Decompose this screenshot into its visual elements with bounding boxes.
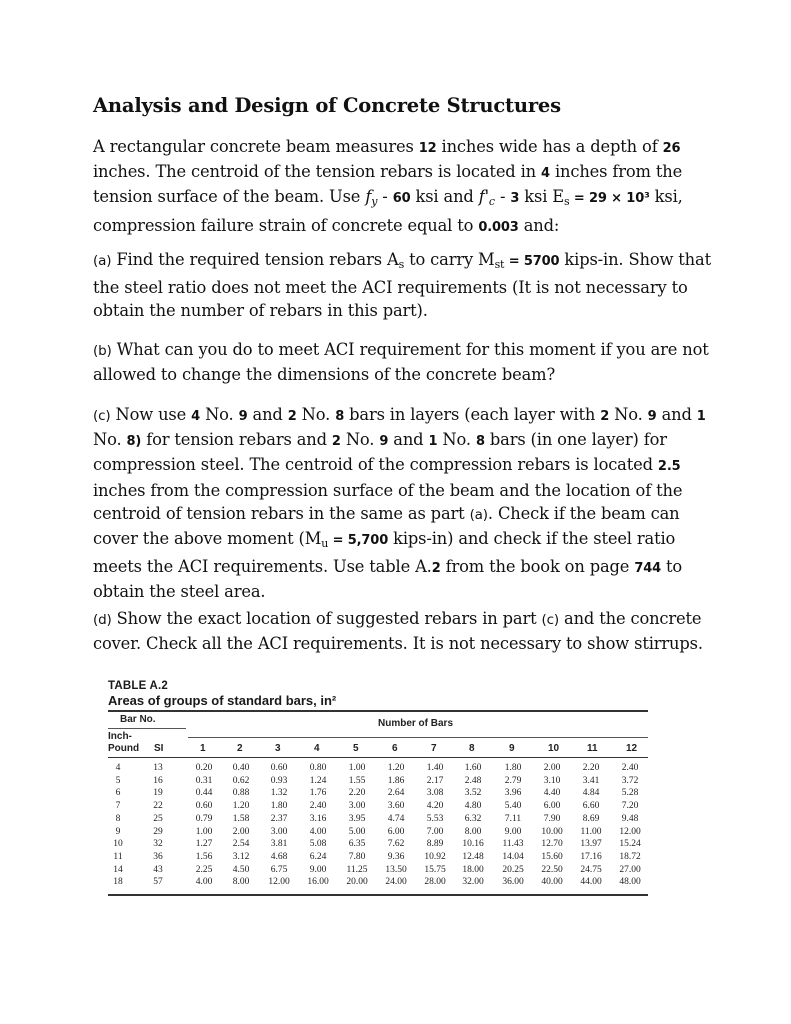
part-tag: (c) <box>93 408 111 424</box>
number: 2.5 <box>657 459 681 475</box>
line <box>93 607 703 632</box>
table-cell: 2.40 <box>621 763 639 773</box>
bar-no-si: 57 <box>153 877 163 888</box>
text: No. <box>200 405 239 424</box>
column-header: 5 <box>353 743 359 754</box>
symbol-fy: f <box>365 187 372 207</box>
line <box>93 502 703 527</box>
table-cell: 3.00 <box>348 801 366 812</box>
table-cell: 4.40 <box>543 788 561 799</box>
bar-no-inch-pound: 7 <box>115 801 121 812</box>
table-cell: 0.20 <box>195 763 213 773</box>
text: inches wide has a depth of <box>436 137 663 156</box>
line <box>93 214 703 239</box>
table-cell: 1.60 <box>464 763 482 773</box>
table-cell: 2.20 <box>582 763 600 773</box>
table-cell: 7.00 <box>426 826 444 837</box>
text: and: <box>518 215 560 235</box>
text: ksi, <box>649 187 683 207</box>
column-header: 9 <box>509 743 515 754</box>
table-cell: 8.00 <box>232 877 250 888</box>
table-cell: 4.00 <box>195 877 213 888</box>
number: = 5,700 <box>328 533 389 549</box>
table-cell: 13.50 <box>385 864 407 875</box>
number: 60 <box>392 191 411 207</box>
line <box>93 403 706 428</box>
text: bars in layers (each layer with <box>344 405 601 424</box>
table-cell: 4.68 <box>270 851 288 862</box>
number: 9 <box>379 434 389 450</box>
table-cell: 0.31 <box>195 775 213 786</box>
text: centroid of tension rebars in the same as part <box>93 503 470 523</box>
line <box>93 135 703 160</box>
part-tag: (c) <box>541 612 560 628</box>
table-cell: 7.80 <box>348 851 366 862</box>
bar-no-inch-pound: 6 <box>115 788 121 799</box>
table-cell: 9.00 <box>504 826 522 837</box>
table-cell: 3.12 <box>232 851 250 862</box>
table-cell: 2.64 <box>387 788 405 799</box>
table-cell: 0.93 <box>270 775 288 786</box>
table-cell: 20.00 <box>346 877 368 888</box>
number: 3 <box>510 191 520 207</box>
line <box>93 555 703 580</box>
table-cell: 12.00 <box>268 877 290 888</box>
text: inches. The centroid of the tension rebars is located in <box>93 162 542 182</box>
text: for tension rebars and <box>141 430 332 450</box>
column-header: 1 <box>200 743 206 754</box>
table-cell: 32.00 <box>462 877 484 888</box>
part-a <box>93 248 711 323</box>
text: No. <box>296 405 336 424</box>
table-cell: 22.50 <box>541 864 563 875</box>
table-cell: 12.00 <box>619 826 641 837</box>
text: Find the required tension rebars A <box>111 250 399 269</box>
subscript: s <box>398 258 405 271</box>
table-cell: 15.60 <box>541 851 563 862</box>
bar-no-si: 16 <box>153 775 163 786</box>
line <box>93 453 703 478</box>
text: and <box>388 430 429 450</box>
table-cell: 0.40 <box>232 763 250 773</box>
table-cell: 6.00 <box>543 801 561 812</box>
table-cell: 1.76 <box>309 788 327 799</box>
table-cell: 4.80 <box>464 801 482 812</box>
table-cell: 5.53 <box>426 813 444 824</box>
table-cell: 6.60 <box>582 801 600 812</box>
table-cell: 7.90 <box>543 813 561 824</box>
column-header: 11 <box>587 743 598 754</box>
column-header: 4 <box>314 743 320 754</box>
table-cell: 5.00 <box>348 826 366 837</box>
table-cell: 2.48 <box>464 775 482 786</box>
table-cell: 3.08 <box>426 788 444 799</box>
table-cell: 2.79 <box>504 775 522 786</box>
table-cell: 3.16 <box>309 813 327 824</box>
table-cell: 5.28 <box>621 788 639 799</box>
table-cell: 9.00 <box>309 864 327 875</box>
bar-no-si: 43 <box>153 864 163 875</box>
table-cell: 14.04 <box>502 851 524 862</box>
number: 1 <box>696 409 706 424</box>
page-title: Analysis and Design of Concrete Structures <box>93 94 561 117</box>
table-cell: 6.75 <box>270 864 288 875</box>
bar-no-rule <box>108 728 186 729</box>
column-header: 6 <box>392 743 398 754</box>
part-b <box>93 338 709 386</box>
text: bars (in one layer) for <box>484 430 667 450</box>
inch-pound-header-1: Inch- <box>108 731 132 742</box>
table-cell: 11.25 <box>346 864 368 875</box>
table-cell: 9.48 <box>621 813 639 824</box>
table-cell: 0.62 <box>232 775 250 786</box>
line <box>93 428 703 453</box>
number: 8) <box>126 434 142 450</box>
bar-no-si: 36 <box>153 851 163 862</box>
table-cell: 1.00 <box>348 763 366 773</box>
part-tag: (a) <box>469 506 488 523</box>
si-header: SI <box>154 743 164 754</box>
number-of-bars-header: Number of Bars <box>378 718 454 729</box>
table-cell: 2.37 <box>270 813 288 824</box>
table-cell: 24.75 <box>580 864 602 875</box>
table-cell: 10.00 <box>541 826 563 837</box>
number: 2 <box>431 561 441 577</box>
part-tag: (d) <box>93 612 112 628</box>
bar-area-table <box>108 680 648 898</box>
header-bottom-rule <box>108 757 648 758</box>
table-cell: 28.00 <box>424 877 446 888</box>
column-header: 8 <box>469 743 475 754</box>
table-cell: 10.92 <box>424 851 446 862</box>
column-header: 2 <box>237 743 243 754</box>
table-cell: 0.88 <box>232 788 250 799</box>
column-header: 10 <box>548 743 560 754</box>
number: 0.003 <box>478 219 519 235</box>
table-bottom-rule <box>108 894 648 896</box>
line <box>93 527 703 555</box>
text: No. <box>437 430 476 450</box>
table-cell: 2.00 <box>232 826 250 837</box>
table-cell: 8.69 <box>582 813 600 824</box>
table-top-rule <box>108 710 648 712</box>
bar-no-si: 13 <box>153 763 163 773</box>
text: - <box>494 187 511 207</box>
line: the steel ratio does not meet the ACI requirements (It is not necessary to <box>93 278 688 298</box>
text: from the book on page <box>440 557 635 577</box>
bar-no-si: 32 <box>153 839 163 850</box>
bar-no-inch-pound: 14 <box>113 864 123 875</box>
text: No. <box>609 405 648 424</box>
table-cell: 5.08 <box>309 839 327 850</box>
number: 12 <box>418 141 437 156</box>
text: No. <box>340 430 380 450</box>
table-grid <box>108 708 648 898</box>
table-cell: 15.75 <box>424 864 446 875</box>
table-cell: 7.11 <box>504 813 522 824</box>
table-cell: 8.89 <box>426 839 444 850</box>
text: ksi E <box>519 187 565 207</box>
line: allowed to change the dimensions of the concrete beam? <box>93 365 556 385</box>
number: 26 <box>662 141 681 156</box>
text: kips-in. Show that <box>559 250 711 269</box>
number: 4 <box>191 409 201 424</box>
table-cell: 2.25 <box>195 864 213 875</box>
table-cell: 3.41 <box>582 775 600 786</box>
table-cell: 1.00 <box>195 826 213 837</box>
text: No. <box>93 430 127 450</box>
number: 2 <box>331 434 341 450</box>
table-cell: 6.00 <box>387 826 405 837</box>
number: 1 <box>428 434 438 450</box>
line <box>93 338 709 363</box>
bar-no-inch-pound: 18 <box>113 877 123 888</box>
bar-no-inch-pound: 9 <box>115 826 121 837</box>
table-cell: 12.48 <box>462 851 484 862</box>
number: 8 <box>475 434 485 450</box>
number: 9 <box>238 409 248 424</box>
line <box>93 160 703 185</box>
line: obtain the steel area. <box>93 582 266 602</box>
part-tag: (b) <box>93 343 112 359</box>
table-cell: 4.20 <box>426 801 444 812</box>
table-cell: 4.00 <box>309 826 327 837</box>
text: cover the above moment (M <box>93 529 322 549</box>
table-cell: 0.80 <box>309 763 327 773</box>
text: compression failure strain of concrete equal to <box>93 215 479 235</box>
table-cell: 9.36 <box>387 851 405 862</box>
part-d <box>93 607 703 655</box>
subscript: u <box>321 537 329 551</box>
table-cell: 48.00 <box>619 877 641 888</box>
table-cell: 4.74 <box>387 813 405 824</box>
table-cell: 3.52 <box>464 788 482 799</box>
table-cell: 2.40 <box>309 801 327 812</box>
number: 2 <box>287 409 297 424</box>
table-cell: 4.84 <box>582 788 600 799</box>
number: 2 <box>600 409 610 424</box>
text: kips-in) and check if the steel ratio <box>388 529 676 549</box>
table-cell: 1.86 <box>387 775 405 786</box>
table-caption: Areas of groups of standard bars, in² <box>108 693 337 708</box>
line: inches from the compression surface of the beam and the location of the <box>93 480 683 500</box>
table-cell: 2.54 <box>232 839 250 850</box>
symbol-fc: f' <box>478 187 489 207</box>
text: compression steel. The centroid of the compression rebars is located <box>93 455 658 475</box>
bar-no-inch-pound: 8 <box>115 813 121 824</box>
bar-no-inch-pound: 11 <box>113 851 123 862</box>
table-cell: 1.80 <box>504 763 522 773</box>
number: 9 <box>647 409 657 424</box>
line <box>93 248 711 276</box>
text: Show the exact location of suggested rebars in part <box>111 609 542 628</box>
table-cell: 10.16 <box>462 839 484 850</box>
table-cell: 1.20 <box>232 801 250 812</box>
text: . Check if the beam can <box>487 503 680 523</box>
table-cell: 1.56 <box>195 851 213 862</box>
table-cell: 17.16 <box>580 851 602 862</box>
table-cell: 18.72 <box>619 851 641 862</box>
table-cell: 11.00 <box>580 826 602 837</box>
table-cell: 12.70 <box>541 839 563 850</box>
table-cell: 3.10 <box>543 775 561 786</box>
bar-no-si: 29 <box>153 826 163 837</box>
table-cell: 0.44 <box>195 788 213 799</box>
number-of-bars-rule <box>188 737 648 738</box>
column-header: 3 <box>275 743 281 754</box>
table-cell: 18.00 <box>462 864 484 875</box>
table-cell: 1.32 <box>270 788 288 799</box>
table-cell: 11.43 <box>502 839 524 850</box>
table-cell: 4.50 <box>232 864 250 875</box>
table-cell: 36.00 <box>502 877 524 888</box>
bar-no-si: 19 <box>153 788 163 799</box>
bar-no-inch-pound: 5 <box>115 775 121 786</box>
table-cell: 7.20 <box>621 801 639 812</box>
table-cell: 6.35 <box>348 839 366 850</box>
table-cell: 3.95 <box>348 813 366 824</box>
line: obtain the number of rebars in this part). <box>93 301 428 321</box>
table-cell: 13.97 <box>580 839 602 850</box>
line: cover. Check all the ACI requirements. It is not necessary to show stirrups. <box>93 634 703 654</box>
column-header: 7 <box>431 743 437 754</box>
subscript: y <box>371 195 378 209</box>
table-cell: 20.25 <box>502 864 524 875</box>
number: 744 <box>634 561 661 577</box>
table-cell: 0.60 <box>270 763 288 773</box>
table-cell: 1.27 <box>195 839 213 850</box>
table-cell: 8.00 <box>464 826 482 837</box>
number: 8 <box>335 409 345 424</box>
text: - <box>377 187 393 207</box>
subscript: c <box>488 195 495 209</box>
text: What can you do to meet ACI requirement for this moment if you are not <box>111 340 709 359</box>
table-cell: 2.20 <box>348 788 366 799</box>
table-cell: 5.40 <box>504 801 522 812</box>
table-cell: 1.40 <box>426 763 444 773</box>
table-cell: 1.20 <box>387 763 405 773</box>
number: = 5700 <box>504 254 560 269</box>
subscript: st <box>494 258 505 271</box>
table-cell: 6.32 <box>464 813 482 824</box>
part-c <box>93 403 706 604</box>
table-cell: 16.00 <box>307 877 329 888</box>
text: and <box>656 405 697 424</box>
table-cell: 0.79 <box>195 813 213 824</box>
text: Now use <box>110 405 192 424</box>
table-cell: 7.62 <box>387 839 405 850</box>
line <box>93 185 703 213</box>
table-cell: 1.55 <box>348 775 366 786</box>
table-cell: 3.96 <box>504 788 522 799</box>
part-tag: (a) <box>93 253 112 269</box>
table-cell: 1.58 <box>232 813 250 824</box>
text: ksi and <box>410 187 479 207</box>
table-cell: 3.60 <box>387 801 405 812</box>
table-cell: 15.24 <box>619 839 641 850</box>
problem-statement <box>93 135 703 239</box>
text: inches from the <box>549 162 683 182</box>
table-cell: 2.17 <box>426 775 444 786</box>
table-cell: 3.72 <box>621 775 639 786</box>
table-label: TABLE A.2 <box>108 680 168 692</box>
table-cell: 3.00 <box>270 826 288 837</box>
table-cell: 24.00 <box>385 877 407 888</box>
table-cell: 1.80 <box>270 801 288 812</box>
bar-no-si: 25 <box>153 813 163 824</box>
table-cell: 40.00 <box>541 877 563 888</box>
text: meets the ACI requirements. Use table A. <box>93 557 432 577</box>
table-cell: 44.00 <box>580 877 602 888</box>
text: A rectangular concrete beam measures <box>93 137 419 156</box>
bar-no-inch-pound: 4 <box>115 763 121 773</box>
number: 4 <box>541 166 550 182</box>
text: tension surface of the beam. Use <box>93 187 366 207</box>
table-cell: 2.00 <box>543 763 561 773</box>
table-cell: 27.00 <box>619 864 641 875</box>
text: and <box>247 405 288 424</box>
table-cell: 1.24 <box>309 775 327 786</box>
bar-no-header: Bar No. <box>120 714 156 725</box>
text: and the concrete <box>559 609 702 628</box>
column-header: 12 <box>626 743 638 754</box>
subscript: s <box>564 195 570 209</box>
bar-no-inch-pound: 10 <box>113 839 123 850</box>
table-cell: 3.81 <box>270 839 288 850</box>
bar-no-si: 22 <box>153 801 163 812</box>
text: to <box>661 557 683 577</box>
table-cell: 6.24 <box>309 851 327 862</box>
text: to carry M <box>404 250 495 269</box>
table-cell: 0.60 <box>195 801 213 812</box>
inch-pound-header-2: Pound <box>108 743 140 754</box>
number: = 29 × 10³ <box>569 191 650 207</box>
